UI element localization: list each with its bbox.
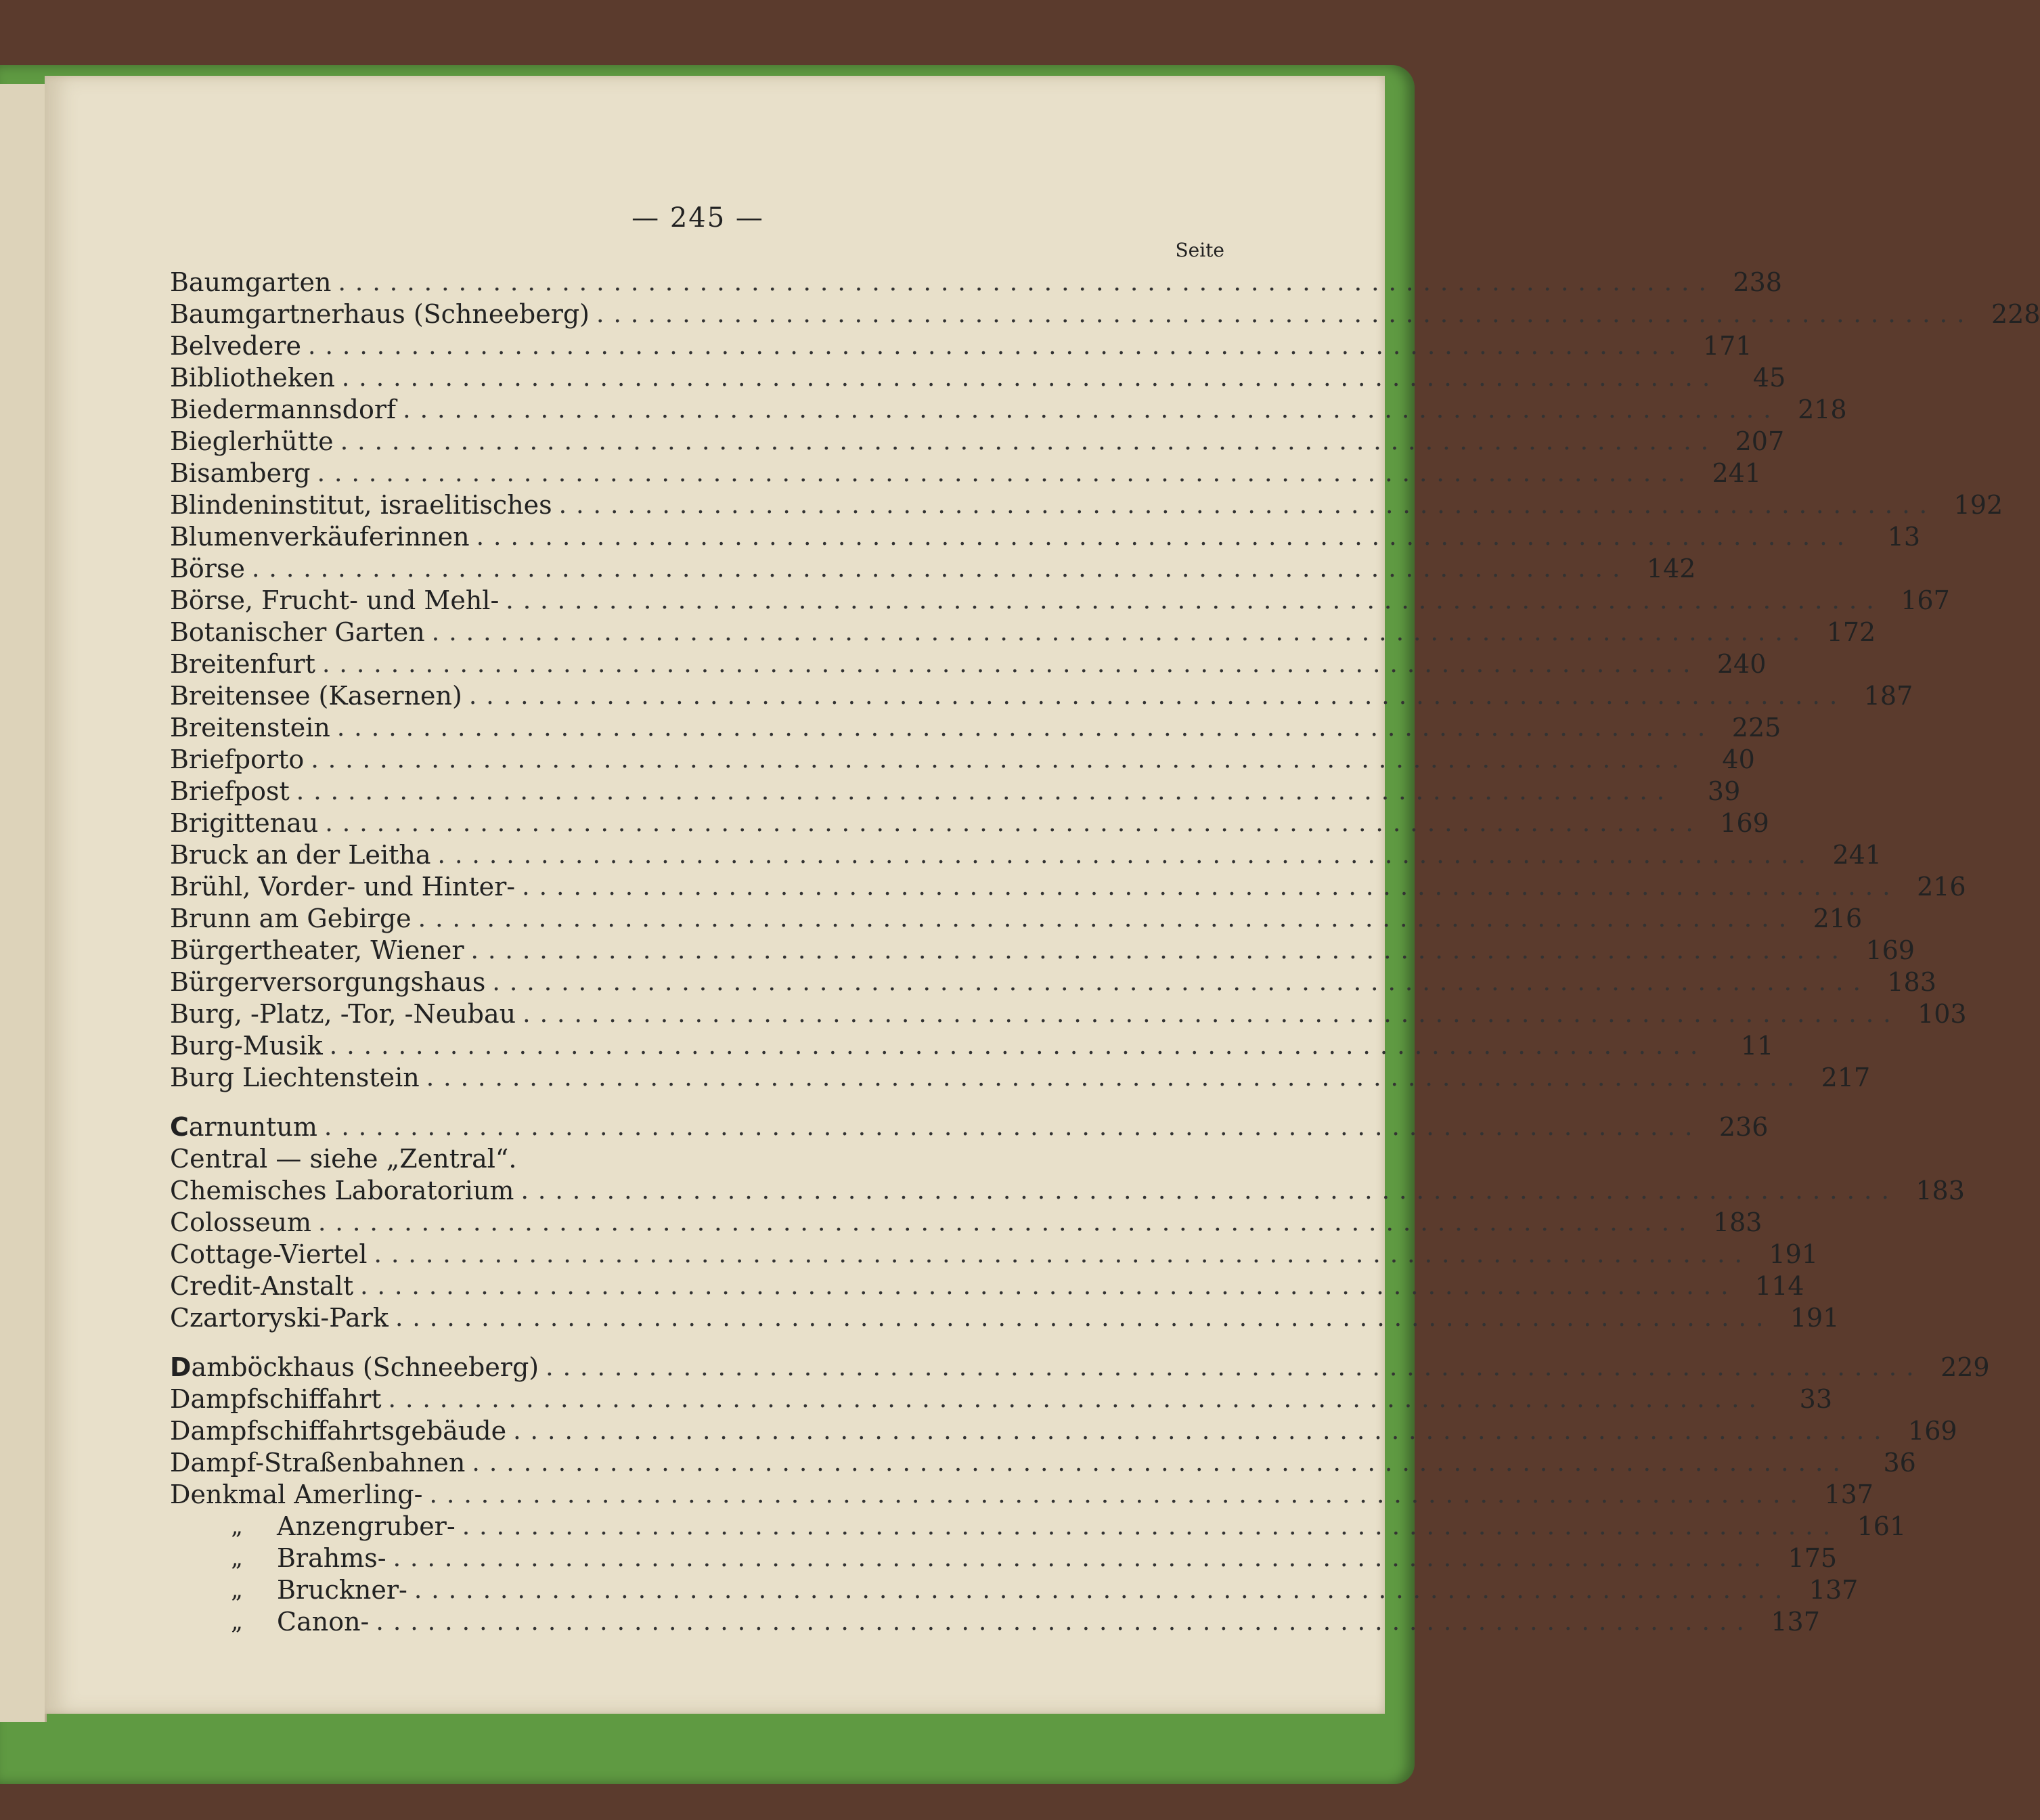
entry-page-number: 225 (1731, 713, 1781, 742)
entry-page-number: 183 (1712, 1207, 1762, 1237)
index-entry (170, 1447, 1916, 1479)
dot-leader: ................................................................................ (492, 969, 1870, 996)
dot-leader: ................................................................................ (317, 1209, 1696, 1237)
entry-label (170, 903, 412, 935)
dot-leader: ................................................................................ (376, 1608, 1754, 1636)
dot-leader: ................................................................................ (325, 809, 1703, 837)
dot-leader: ................................................................................ (329, 1032, 1708, 1060)
entry-page-number: 39 (1707, 776, 1741, 806)
entry-label (170, 298, 590, 330)
dot-leader: ................................................................................ (360, 1272, 1738, 1300)
entry-text: arnuntum (188, 1112, 317, 1142)
entry-page-number: 137 (1809, 1575, 1859, 1605)
entry-page-number: 103 (1917, 999, 1967, 1029)
entry-text: Brahms- (277, 1543, 386, 1573)
entry-text: Burg-Musik (170, 1031, 323, 1061)
entry-text: Blumenverkäuferinnen (170, 522, 470, 552)
index-entry (170, 267, 1782, 298)
index-entry (170, 1143, 1226, 1175)
dot-leader: ................................................................................ (338, 269, 1716, 296)
dot-leader: ................................................................................ (321, 650, 1700, 678)
entry-label (170, 712, 330, 744)
ditto-mark: „ (231, 1576, 243, 1603)
dot-leader: ................................................................................ (437, 841, 1815, 869)
entry-text: Bürgerversorgungshaus (170, 967, 486, 997)
index-entry (170, 935, 1915, 967)
index-entry (170, 617, 1876, 648)
entry-page-number: 137 (1824, 1480, 1873, 1509)
index-entry (170, 1542, 1838, 1574)
index-entry (170, 1062, 1871, 1094)
column-header-seite: Seite (1175, 239, 1224, 261)
entry-label (170, 458, 311, 489)
page-number: — 245 — (631, 202, 764, 234)
entry-page-number: 216 (1917, 872, 1966, 902)
entry-text: Briefpost (170, 776, 290, 806)
entry-label (170, 839, 431, 871)
entry-text: Cottage-Viertel (170, 1239, 368, 1269)
entry-label (170, 585, 499, 617)
entry-label (170, 267, 331, 298)
entry-label (170, 489, 552, 521)
entry-page-number: 191 (1790, 1303, 1840, 1333)
entry-label (170, 394, 396, 426)
dot-leader: ................................................................................ (462, 1513, 1840, 1540)
index-content (170, 198, 2040, 1638)
entry-page-number: 207 (1735, 426, 1785, 456)
dot-leader: ................................................................................ (311, 746, 1689, 774)
entry-page-number: 241 (1712, 458, 1762, 488)
dot-leader: ................................................................................ (324, 1113, 1702, 1141)
entry-page-number: 218 (1798, 395, 1847, 424)
entry-text: Belvedere (170, 331, 301, 361)
index-entry (170, 967, 1936, 998)
dot-leader: ................................................................................ (340, 428, 1719, 456)
entry-page-number: 238 (1733, 267, 1782, 297)
entry-page-number: 241 (1832, 840, 1882, 870)
entry-text: Bruck an der Leitha (170, 840, 431, 870)
entry-page-number: 169 (1720, 808, 1769, 838)
entry-page-number: 192 (1953, 490, 2003, 520)
index-entry (170, 998, 1967, 1030)
entry-page-number: 169 (1865, 935, 1915, 965)
entry-label (170, 1383, 382, 1415)
dot-leader: ................................................................................ (522, 873, 1900, 901)
entry-text: Brunn am Gebirge (170, 904, 412, 933)
entry-label (170, 553, 245, 585)
left-page-edge (0, 84, 47, 1722)
entry-label (170, 648, 315, 680)
entry-text: Chemisches Laboratorium (170, 1176, 514, 1205)
dot-leader: ................................................................................ (513, 1417, 1891, 1445)
dot-leader: ................................................................................ (308, 332, 1686, 360)
entry-page-number: 229 (1941, 1352, 1990, 1382)
entry-text: Burg, -Platz, -Tor, -Neubau (170, 999, 516, 1029)
entry-text: Dampf-Straßenbahnen (170, 1448, 466, 1478)
dot-leader: ................................................................................ (418, 905, 1796, 933)
entry-text: Czartoryski-Park (170, 1303, 389, 1333)
index-entry (170, 648, 1767, 680)
entry-text: Briefporto (170, 745, 305, 774)
entry-page-number: 11 (1740, 1031, 1774, 1061)
index-entries (170, 267, 2040, 1638)
entry-page-number: 183 (1915, 1176, 1965, 1205)
index-entry (170, 426, 1785, 458)
dot-leader: ................................................................................ (414, 1576, 1792, 1604)
index-entry (170, 330, 1752, 362)
entry-label (170, 871, 515, 903)
entry-text: Biedermannsdorf (170, 395, 397, 424)
index-entry (170, 1415, 1957, 1447)
entry-label (170, 1175, 514, 1207)
entry-label (170, 1062, 420, 1094)
entry-page-number: 191 (1769, 1239, 1818, 1269)
entry-text: Denkmal Amerling- (170, 1480, 423, 1509)
entry-text: Brigittenau (170, 808, 319, 838)
entry-text: Anzengruber- (277, 1511, 456, 1541)
dot-leader: ................................................................................ (374, 1241, 1752, 1268)
entry-page-number: 142 (1646, 554, 1696, 583)
entry-label (277, 1606, 369, 1638)
index-entry (170, 776, 1741, 807)
entry-text: Bruckner- (277, 1575, 407, 1605)
entry-label (170, 1270, 353, 1302)
entry-page-number: 169 (1908, 1416, 1957, 1446)
dot-leader: ................................................................................ (470, 937, 1848, 964)
index-entry (170, 1606, 1820, 1638)
entry-label (277, 1542, 386, 1574)
entry-label (170, 680, 462, 712)
entry-page-number: 137 (1771, 1607, 1820, 1637)
entry-label (170, 967, 485, 998)
entry-text: Colosseum (170, 1207, 311, 1237)
entry-page-number: 114 (1755, 1271, 1804, 1301)
entry-label (170, 1143, 516, 1175)
dot-leader: ................................................................................ (317, 460, 1695, 487)
index-entry (170, 903, 1863, 935)
index-entry (170, 871, 1966, 903)
dot-leader: ................................................................................ (472, 1449, 1850, 1477)
entry-page-number: 236 (1719, 1112, 1769, 1142)
entry-page-number: 187 (1863, 681, 1913, 711)
entry-text: Börse, Frucht- und Mehl- (170, 585, 500, 615)
entry-text: Börse (170, 554, 245, 583)
entry-text: Bibliotheken (170, 363, 335, 393)
dot-leader: ................................................................................ (341, 364, 1720, 392)
index-entry (170, 585, 1950, 617)
entry-label (170, 1030, 323, 1062)
index-entry (170, 1302, 1840, 1334)
dot-leader: ................................................................................ (558, 491, 1937, 519)
index-entry (170, 521, 1921, 553)
entry-page-number: 217 (1821, 1063, 1871, 1092)
dot-leader: ................................................................................ (431, 619, 1810, 646)
index-entry (170, 1207, 1762, 1239)
index-entry (170, 1175, 1965, 1207)
entry-label (170, 744, 304, 776)
index-entry (170, 458, 1762, 489)
entry-initial: D (170, 1352, 192, 1382)
entry-text: Burg Liechtenstein (170, 1063, 420, 1092)
entry-label (170, 1352, 539, 1383)
entry-label (170, 1239, 368, 1270)
dot-leader: ................................................................................ (388, 1385, 1766, 1413)
entry-text: Bisamberg (170, 458, 311, 488)
index-entry (170, 744, 1755, 776)
entry-page-number: 13 (1887, 522, 1921, 552)
entry-label (170, 1111, 317, 1143)
entry-label (170, 426, 334, 458)
entry-page-number: 40 (1722, 745, 1755, 774)
entry-text: Bürgertheater, Wiener (170, 935, 464, 965)
entry-label (170, 362, 335, 394)
entry-label (170, 617, 425, 648)
entry-page-number: 45 (1752, 363, 1786, 393)
dot-leader: ................................................................................ (336, 714, 1715, 742)
index-entry (170, 1111, 1769, 1143)
entry-text: Credit-Anstalt (170, 1271, 354, 1301)
entry-page-number: 36 (1883, 1448, 1916, 1478)
index-entry (170, 1574, 1859, 1606)
index-entry (170, 712, 1781, 744)
index-entry (170, 298, 2040, 330)
index-entry (170, 1511, 1907, 1542)
entry-label (277, 1511, 456, 1542)
entry-label (170, 1447, 465, 1479)
dot-leader: ................................................................................ (429, 1481, 1807, 1509)
entry-label (277, 1574, 407, 1606)
dot-leader: ................................................................................ (426, 1064, 1804, 1092)
entry-label (170, 776, 290, 807)
entry-page-number: 167 (1901, 585, 1950, 615)
dot-leader: ................................................................................ (596, 301, 1974, 328)
entry-label (170, 521, 470, 553)
dot-leader: ................................................................................ (476, 523, 1855, 551)
entry-page-number: 216 (1813, 904, 1863, 933)
entry-label (170, 1479, 422, 1511)
entry-text: Dampfschiffahrtsgebäude (170, 1416, 507, 1446)
index-entry (170, 1239, 1818, 1270)
index-entry (170, 680, 1913, 712)
index-entry (170, 489, 2003, 521)
entry-page-number: 240 (1716, 649, 1767, 679)
index-entry (170, 1352, 1990, 1383)
entry-text: Bieglerhütte (170, 426, 334, 456)
entry-text: Breitenfurt (170, 649, 315, 679)
index-entry (170, 1383, 1832, 1415)
dot-leader: ................................................................................ (523, 1000, 1901, 1028)
entry-label (170, 1415, 506, 1447)
dot-leader: ................................................................................ (296, 778, 1675, 805)
entry-label (170, 935, 464, 967)
entry-text: amböckhaus (Schneeberg) (191, 1352, 539, 1382)
entry-label (170, 330, 301, 362)
ditto-mark: „ (231, 1608, 243, 1635)
dot-leader: ................................................................................ (393, 1545, 1771, 1572)
dot-leader: ................................................................................ (506, 587, 1884, 615)
entry-page-number: 175 (1788, 1543, 1838, 1573)
entry-page-number: 228 (1991, 299, 2040, 329)
index-entry (170, 362, 1786, 394)
dot-leader: ................................................................................ (395, 1304, 1773, 1332)
index-entry (170, 1479, 1873, 1511)
entry-page-number: 33 (1799, 1384, 1832, 1414)
entry-initial: C (170, 1112, 189, 1142)
entry-page-number: 183 (1887, 967, 1936, 997)
index-entry (170, 807, 1769, 839)
entry-text: Central — siehe „Zentral“. (170, 1144, 517, 1174)
index-entry (170, 1030, 1774, 1062)
dot-leader: ................................................................................ (403, 396, 1781, 424)
entry-page-number: 172 (1826, 617, 1876, 647)
dot-leader: ................................................................................ (468, 682, 1847, 710)
book-page (45, 76, 2040, 1714)
entry-text: Baumgarten (170, 267, 332, 297)
entry-label (170, 807, 318, 839)
dot-leader: ................................................................................ (251, 555, 1630, 583)
index-entry (170, 553, 1696, 585)
entry-label (170, 1302, 389, 1334)
entry-label (170, 1207, 311, 1239)
entry-text: Baumgartnerhaus (Schneeberg) (170, 299, 590, 329)
entry-text: Dampfschiffahrt (170, 1384, 382, 1414)
index-entry (170, 1270, 1804, 1302)
ditto-mark: „ (231, 1545, 243, 1572)
entry-text: Breitenstein (170, 713, 330, 742)
entry-text: Brühl, Vorder- und Hinter- (170, 872, 516, 902)
entry-page-number: 161 (1857, 1511, 1907, 1541)
entry-text: Breitensee (Kasernen) (170, 681, 462, 711)
entry-label (170, 998, 516, 1030)
index-entry (170, 394, 1847, 426)
dot-leader: ................................................................................ (520, 1177, 1899, 1205)
entry-text: Canon- (277, 1607, 370, 1637)
entry-page-number: 171 (1702, 331, 1752, 361)
dot-leader: ................................................................................ (546, 1354, 1924, 1381)
index-entry (170, 839, 1882, 871)
entry-text: Blindeninstitut, israelitisches (170, 490, 552, 520)
ditto-mark: „ (231, 1513, 243, 1540)
entry-text: Botanischer Garten (170, 617, 425, 647)
